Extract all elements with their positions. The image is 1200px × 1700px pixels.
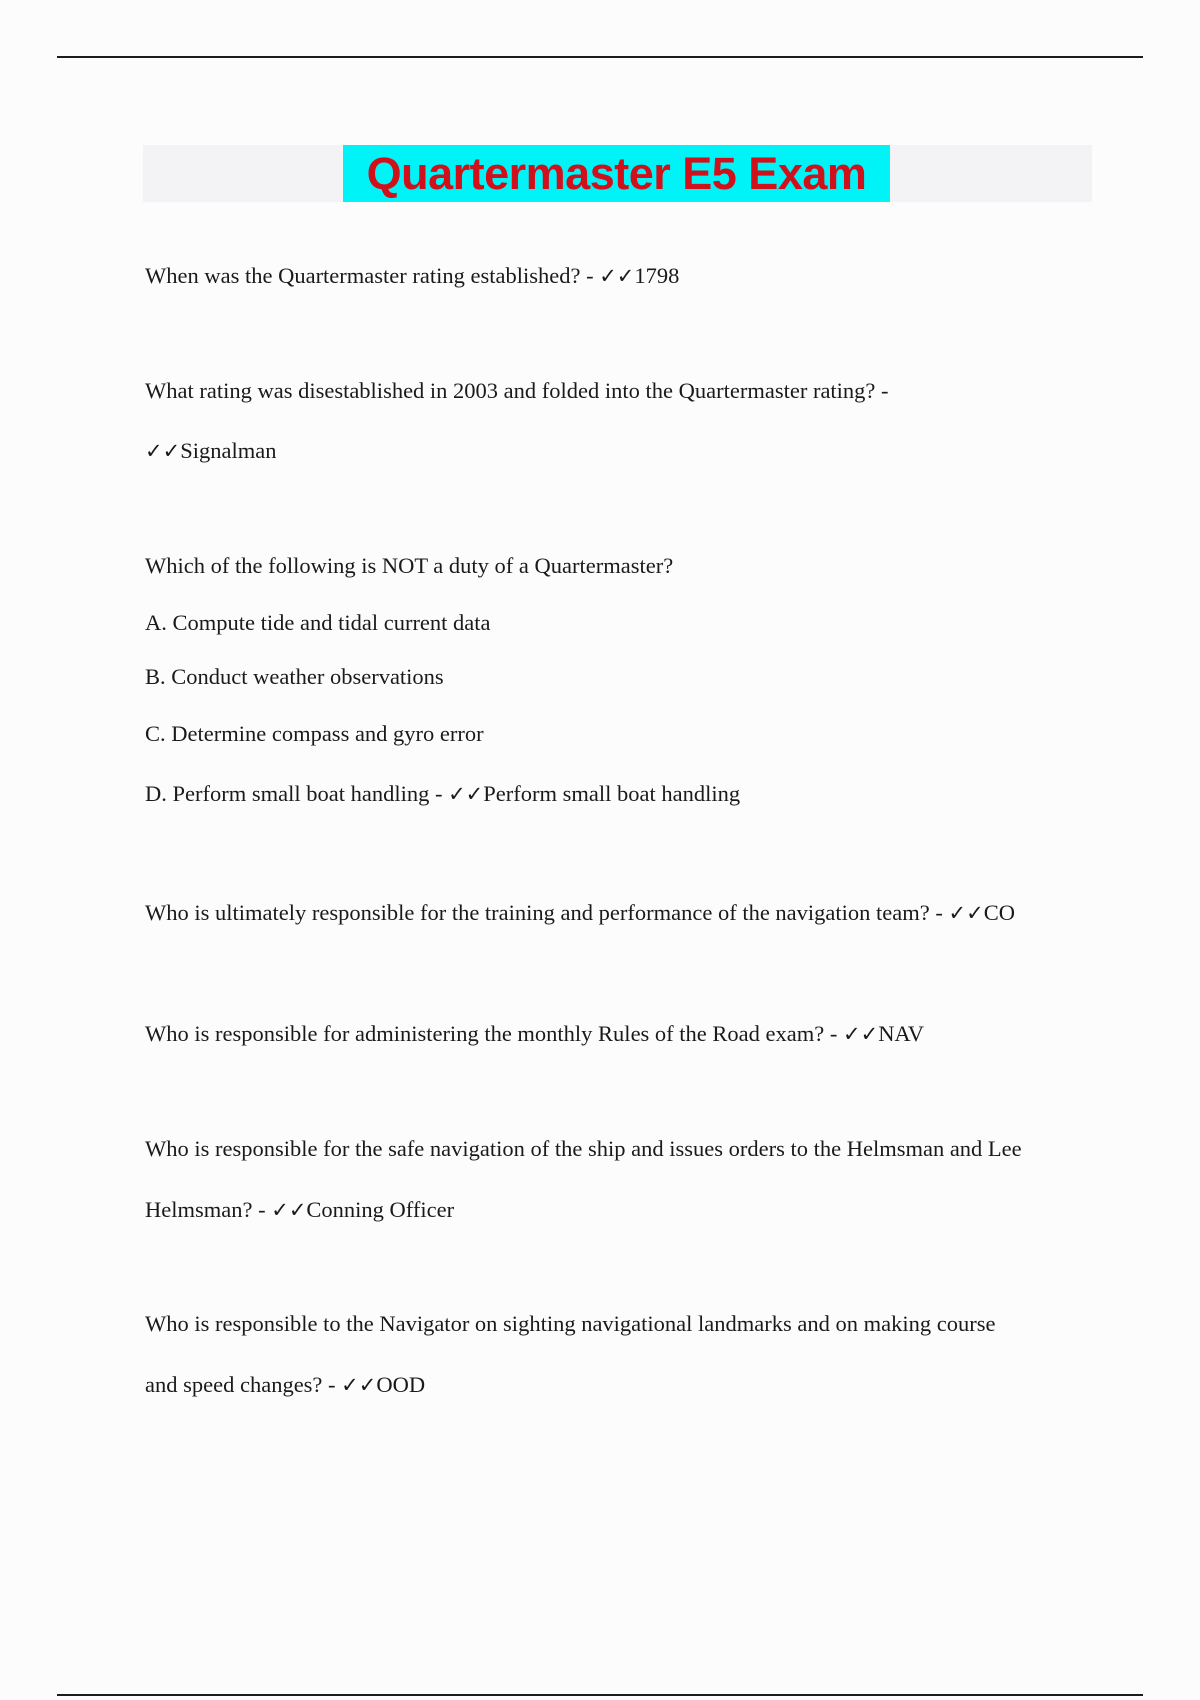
top-rule	[57, 56, 1143, 58]
question-3-option-a: A. Compute tide and tidal current data	[145, 610, 491, 635]
question-7-line-2	[145, 1371, 425, 1399]
page-title: Quartermaster E5 Exam	[343, 145, 890, 202]
question-3-option-d	[145, 780, 740, 808]
question-1-answer: 1798	[634, 263, 680, 288]
check-icon: ✓✓	[599, 264, 635, 288]
question-3-option-c: C. Determine compass and gyro error	[145, 721, 484, 746]
check-icon: ✓✓	[271, 1198, 307, 1222]
question-4	[145, 899, 1015, 927]
question-7-answer: OOD	[376, 1372, 426, 1397]
question-2-answer-line	[145, 437, 276, 465]
check-icon: ✓✓	[341, 1373, 377, 1397]
question-2-text: What rating was disestablished in 2003 and folded into the Quartermaster rating? -	[145, 378, 889, 403]
question-3-text: Which of the following is NOT a duty of a Quartermaster?	[145, 553, 674, 578]
question-3-option-b: B. Conduct weather observations	[145, 664, 444, 689]
question-4-text: Who is ultimately responsible for the training and performance of the navigation team? -	[145, 900, 949, 925]
question-6-text-2: Helmsman? -	[145, 1197, 272, 1222]
question-1	[145, 262, 679, 290]
question-6-text: Who is responsible for the safe navigation of the ship and issues orders to the Helmsman and Lee	[145, 1136, 1022, 1161]
question-6-answer: Conning Officer	[306, 1197, 455, 1222]
question-5	[145, 1020, 924, 1048]
question-4-answer: CO	[983, 900, 1015, 925]
question-7	[145, 1310, 995, 1338]
question-6-line-2	[145, 1196, 454, 1224]
check-icon: ✓✓	[448, 782, 484, 806]
question-2-answer: Signalman	[180, 438, 277, 463]
question-1-text: When was the Quartermaster rating established? -	[145, 263, 600, 288]
check-icon: ✓✓	[842, 1022, 879, 1046]
question-2	[145, 377, 889, 405]
check-icon: ✓✓	[145, 439, 181, 463]
question-7-text-2: and speed changes? -	[145, 1372, 342, 1397]
question-6	[145, 1135, 1022, 1163]
question-5-answer: NAV	[878, 1021, 925, 1046]
question-3-option-d-text: D. Perform small boat handling -	[145, 781, 449, 806]
question-7-text: Who is responsible to the Navigator on sighting navigational landmarks and on making course	[145, 1311, 996, 1336]
check-icon: ✓✓	[948, 901, 984, 925]
question-3-answer: Perform small boat handling	[483, 781, 741, 806]
bottom-rule	[57, 1694, 1143, 1696]
question-5-text: Who is responsible for administering the monthly Rules of the Road exam? -	[145, 1021, 843, 1046]
question-3	[145, 552, 673, 580]
